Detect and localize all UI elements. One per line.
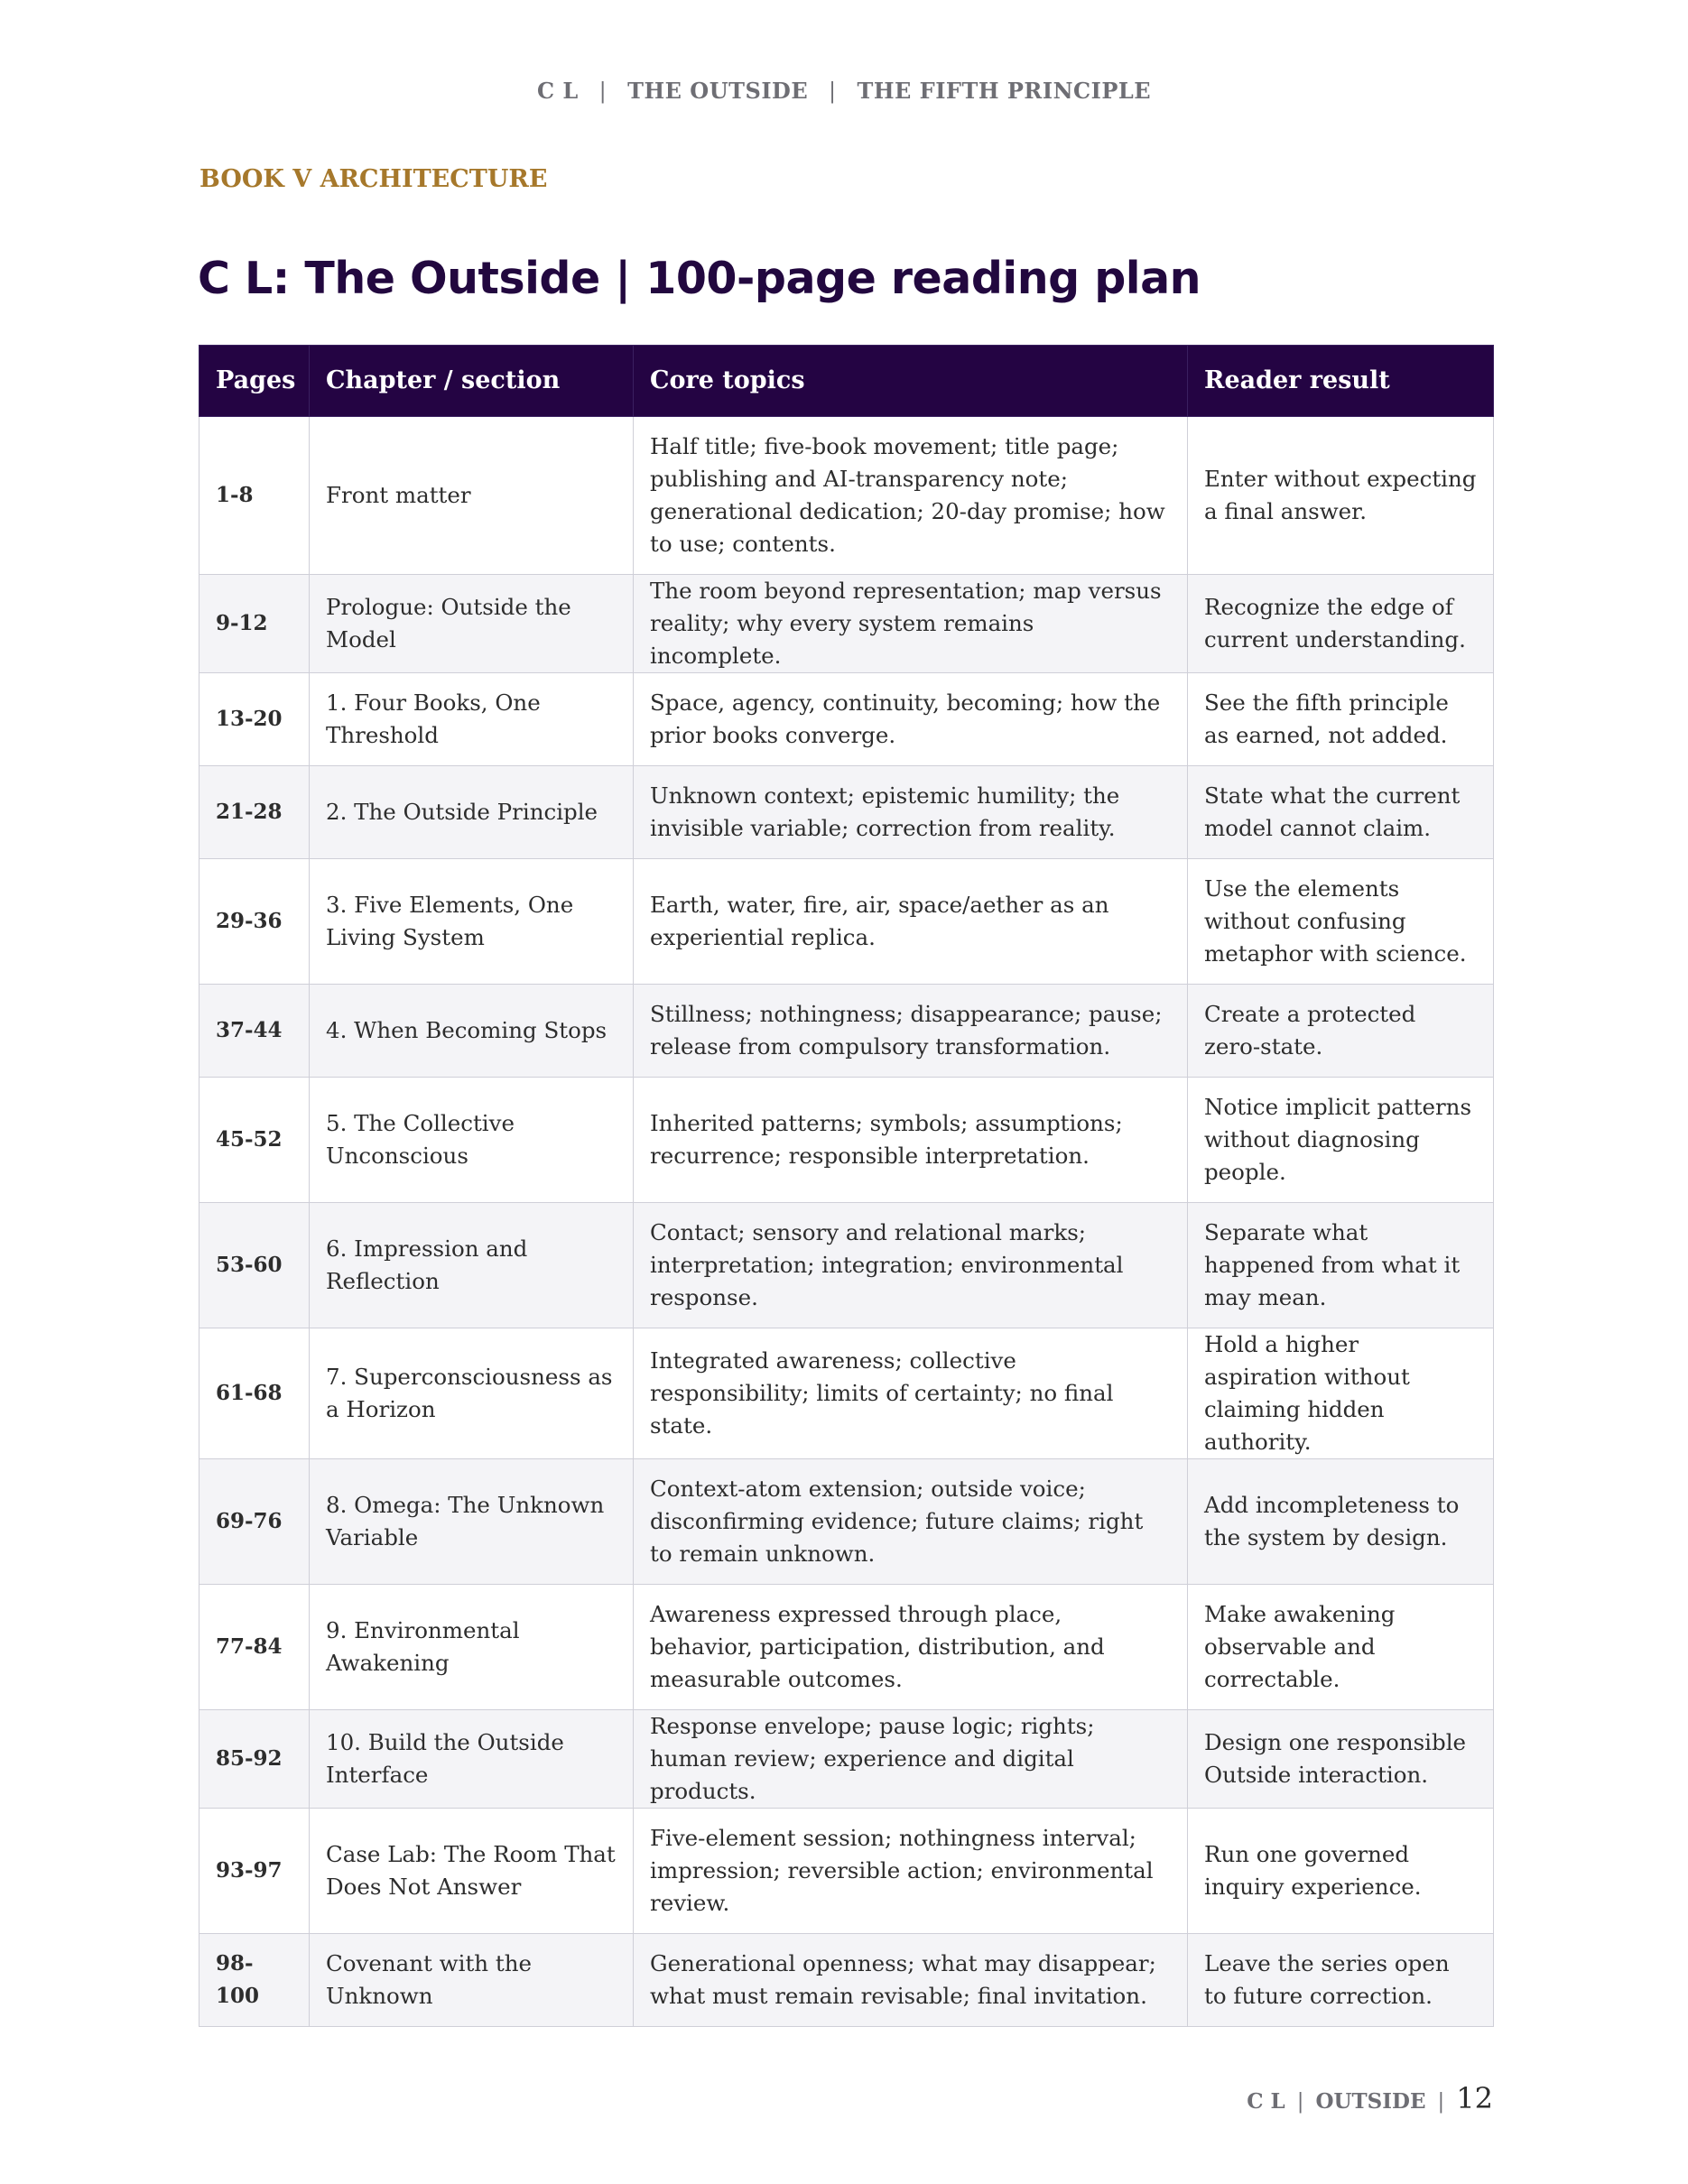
table-row	[199, 766, 1494, 859]
cell-topics: Context-atom extension; outside voice; disconfirming evidence; future claims; right to remain unknown.	[634, 1459, 1188, 1585]
cell-result: Leave the series open to future correction.	[1188, 1934, 1494, 2027]
running-header	[0, 78, 1688, 104]
table-row	[199, 1585, 1494, 1710]
cell-result: Create a protected zero-state.	[1188, 985, 1494, 1078]
cell-pages: 98-100	[199, 1934, 310, 2027]
footer-author: C L	[1247, 2089, 1285, 2114]
footer-series: OUTSIDE	[1315, 2089, 1426, 2114]
cell-chapter: 4. When Becoming Stops	[310, 985, 634, 1078]
cell-topics: Earth, water, fire, air, space/aether as an experiential replica.	[634, 859, 1188, 985]
cell-topics: Generational openness; what may disappear; what must remain revisable; final invitation.	[634, 1934, 1188, 2027]
table-row	[199, 1809, 1494, 1934]
cell-topics: Inherited patterns; symbols; assumptions; recurrence; responsible interpretation.	[634, 1078, 1188, 1203]
column-header-result: Reader result	[1188, 346, 1494, 417]
cell-result: Enter without expecting a final answer.	[1188, 417, 1494, 575]
cell-pages: 9-12	[199, 575, 310, 673]
cell-result: Run one governed inquiry experience.	[1188, 1809, 1494, 1934]
header-separator: |	[829, 79, 837, 104]
cell-pages: 93-97	[199, 1809, 310, 1934]
cell-topics: Response envelope; pause logic; rights; human review; experience and digital products.	[634, 1710, 1188, 1809]
cell-pages: 69-76	[199, 1459, 310, 1585]
cell-topics: Five-element session; nothingness interval; impression; reversible action; environmental review.	[634, 1809, 1188, 1934]
cell-result: Notice implicit patterns without diagnosing people.	[1188, 1078, 1494, 1203]
table-row	[199, 1328, 1494, 1459]
cell-pages: 77-84	[199, 1585, 310, 1710]
cell-chapter: 9. Environmental Awakening	[310, 1585, 634, 1710]
section-kicker: BOOK V ARCHITECTURE	[199, 165, 548, 193]
cell-topics: Stillness; nothingness; disappearance; pause; release from compulsory transformation.	[634, 985, 1188, 1078]
cell-result: Use the elements without confusing metaphor with science.	[1188, 859, 1494, 985]
column-header-pages: Pages	[199, 346, 310, 417]
cell-pages: 29-36	[199, 859, 310, 985]
table-row	[199, 673, 1494, 766]
table-row	[199, 575, 1494, 673]
table-row	[199, 859, 1494, 985]
cell-pages: 1-8	[199, 417, 310, 575]
header-subtitle: THE FIFTH PRINCIPLE	[857, 78, 1152, 104]
cell-pages: 37-44	[199, 985, 310, 1078]
running-footer	[1247, 2081, 1493, 2115]
cell-result: Design one responsible Outside interaction.	[1188, 1710, 1494, 1809]
table-row	[199, 985, 1494, 1078]
cell-result: State what the current model cannot claim.	[1188, 766, 1494, 859]
table-row	[199, 417, 1494, 575]
cell-pages: 45-52	[199, 1078, 310, 1203]
cell-result: Recognize the edge of current understanding.	[1188, 575, 1494, 673]
footer-separator: |	[1437, 2090, 1445, 2114]
cell-result: Make awakening observable and correctable.	[1188, 1585, 1494, 1710]
header-series: THE OUTSIDE	[627, 78, 809, 104]
cell-chapter: 2. The Outside Principle	[310, 766, 634, 859]
cell-topics: The room beyond representation; map versus reality; why every system remains incomplete.	[634, 575, 1188, 673]
reading-plan-table	[199, 345, 1494, 2027]
cell-topics: Integrated awareness; collective responsibility; limits of certainty; no final state.	[634, 1328, 1188, 1459]
table-row	[199, 1459, 1494, 1585]
table-row	[199, 1203, 1494, 1328]
column-header-topics: Core topics	[634, 346, 1188, 417]
cell-chapter: 8. Omega: The Unknown Variable	[310, 1459, 634, 1585]
cell-chapter: Case Lab: The Room That Does Not Answer	[310, 1809, 634, 1934]
cell-topics: Awareness expressed through place, behavior, participation, distribution, and measurable outcomes.	[634, 1585, 1188, 1710]
cell-pages: 85-92	[199, 1710, 310, 1809]
cell-pages: 21-28	[199, 766, 310, 859]
cell-pages: 61-68	[199, 1328, 310, 1459]
cell-topics: Contact; sensory and relational marks; interpretation; integration; environmental response.	[634, 1203, 1188, 1328]
cell-topics: Unknown context; epistemic humility; the invisible variable; correction from reality.	[634, 766, 1188, 859]
cell-topics: Half title; five-book movement; title page; publishing and AI-transparency note; generational dedication; 20-day promise; how to use; contents.	[634, 417, 1188, 575]
table-row	[199, 1710, 1494, 1809]
cell-chapter: 1. Four Books, One Threshold	[310, 673, 634, 766]
footer-separator: |	[1296, 2090, 1304, 2114]
header-separator: |	[598, 79, 607, 104]
table-row	[199, 1934, 1494, 2027]
cell-chapter: 5. The Collective Unconscious	[310, 1078, 634, 1203]
cell-result: See the fifth principle as earned, not added.	[1188, 673, 1494, 766]
header-author: C L	[536, 78, 579, 104]
cell-result: Add incompleteness to the system by design.	[1188, 1459, 1494, 1585]
cell-topics: Space, agency, continuity, becoming; how the prior books converge.	[634, 673, 1188, 766]
cell-result: Hold a higher aspiration without claiming hidden authority.	[1188, 1328, 1494, 1459]
table-row	[199, 1078, 1494, 1203]
cell-chapter: 3. Five Elements, One Living System	[310, 859, 634, 985]
cell-pages: 53-60	[199, 1203, 310, 1328]
cell-chapter: 7. Superconsciousness as a Horizon	[310, 1328, 634, 1459]
column-header-chapter: Chapter / section	[310, 346, 634, 417]
cell-result: Separate what happened from what it may mean.	[1188, 1203, 1494, 1328]
table-header-row	[199, 346, 1494, 417]
page-title: C L: The Outside | 100-page reading plan	[198, 253, 1201, 304]
cell-pages: 13-20	[199, 673, 310, 766]
page-number: 12	[1456, 2081, 1493, 2115]
cell-chapter: 6. Impression and Reflection	[310, 1203, 634, 1328]
cell-chapter: 10. Build the Outside Interface	[310, 1710, 634, 1809]
cell-chapter: Front matter	[310, 417, 634, 575]
cell-chapter: Covenant with the Unknown	[310, 1934, 634, 2027]
cell-chapter: Prologue: Outside the Model	[310, 575, 634, 673]
